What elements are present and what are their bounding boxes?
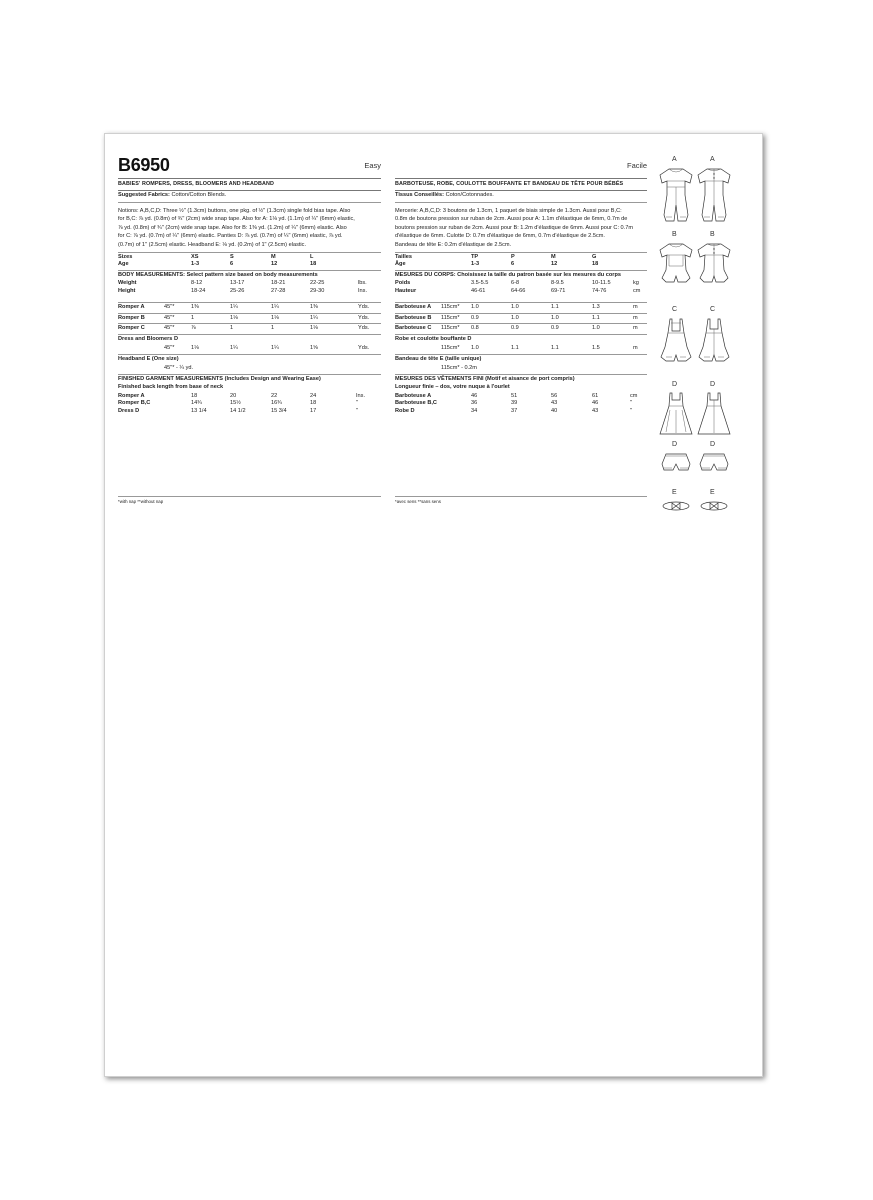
view-c: C C	[655, 306, 755, 381]
pattern-title-fr: BARBOTEUSE, ROBE, COULOTTE BOUFFANTE ET BANDEAU DE TÊTE POUR BÉBÉS	[395, 181, 624, 187]
romper-c-back-illustration	[696, 315, 732, 369]
view-d-dress: D D	[655, 381, 755, 441]
headband-back-illustration	[696, 498, 732, 514]
headband-front-illustration	[658, 498, 694, 514]
table-row: Bandeau de tête E (taille unique)	[395, 355, 482, 362]
view-a: A A	[655, 156, 755, 231]
table-row: Robe D 34 37 40 43 "	[395, 407, 632, 414]
finished-measurements-heading: FINISHED GARMENT MEASUREMENTS (Includes Design and Wearing Ease)	[118, 376, 321, 383]
romper-c-front-illustration	[658, 315, 694, 369]
notions-text-fr: Mercerie: A,B,C,D: 3 boutons de 1.3cm, 1 paquet de biais simple de 1.3cm. Aussi pour B,C: 0.8m de boutons pression sur ruban de 2cm. Aussi pour A: 1.1m d'élastique de 6mm, 0.7m de boutons pression sur ruban de 2cm. Aussi pour B: 1.2m d'élastique de 6mm. Aussi pour C: 0.7m d'élastique de 6mm. Culotte D: 0.7m d'élastique de 6mm, 0.7m d'élastique de 2.5cm. Bandeau de tête E: 0.2m d'élastique de 2.5cm.	[395, 208, 633, 248]
table-row: Barboteuse C 115cm* 0.8 0.9 0.9 1.0 m	[395, 325, 638, 332]
table-row: Barboteuse B 115cm* 0.9 1.0 1.0 1.1 m	[395, 314, 638, 321]
table-row: 115cm* 1.0 1.1 1.1 1.5 m	[441, 345, 638, 352]
table-row: Weight 8-12 13-17 18-21 22-25 lbs.	[118, 280, 367, 287]
view-d-bloomers: D D	[655, 441, 755, 489]
english-header	[118, 156, 381, 179]
body-measurements-heading-fr: MESURES DU CORPS: Choisissez la taille du patron basée sur les mesures du corps	[395, 272, 621, 279]
romper-b-front-illustration	[658, 240, 694, 290]
romper-b-back-illustration	[696, 240, 732, 290]
difficulty-label-fr: Facile	[626, 161, 647, 170]
french-column: Facile BARBOTEUSE, ROBE, COULOTTE BOUFFANTE ET BANDEAU DE TÊTE POUR BÉBÉS Tissus Conseillés: Coton/Cotonnades. Mercerie: A,B,C,D: 3 boutons de 1.3cm, 1 paquet de biais simple de 1.3cm. Aussi pour B,C: 0.8m de boutons pression sur ruban de 2cm. Aussi pour A: 1.1m d'élastique de 6mm, 0.7m de boutons pression sur ruban de 2cm. Aussi pour B: 1.2m d'élastique de 6mm. Aussi pour C: 0.7m d'élastique de 6mm. Culotte D: 0.7m d'élastique de 6mm, 0.7m d'élastique de 2.5cm. Bandeau de tête E: 0.2m d'élastique de 2.5cm. Tailles TP P M G Âge 1-3 6 12 18 MESURES DU CORPS: Choisissez la taille du patron basée sur les mesures du corps Poids 3.5-5.5 6-8 8-9.5 10-11.5 kg Hauteur 46-61 64-66 69-71 74-76 cm Barboteuse A 115cm* 1.0 1.0 1.1 1.3 m Barboteuse B 115cm* 0.9 1.0 1.0 1.1 m Barboteuse C 115cm* 0.8 0.9 0.9 1.0 m Robe et coulotte bouffante D 115cm* 1.0 1.1 1.1 1.5 m Bandeau de tête E (taille unique) 115cm* - 0.2m MESURES DES VÊTEMENTS FINI (Motif et aisance de port compris) Longueur finie – dos, votre nuque à l'ourlet Barboteuse A 46 51 56 61 cm Barboteuse B,C 36 39 43 46 " Robe D 34 37 40 43 "	[395, 156, 647, 416]
footnote-fr: *avec sens **sans sens	[395, 499, 441, 504]
table-row: Dress and Bloomers D	[118, 335, 178, 342]
pattern-sheet	[104, 133, 763, 1077]
age-row-fr: Âge 1-3 6 12 18	[395, 261, 599, 268]
suggested-fabrics: Suggested Fabrics: Cotton/Cotton Blends.	[118, 192, 227, 199]
difficulty-label: Easy	[364, 161, 381, 170]
body-measurements-heading: BODY MEASUREMENTS: Select pattern size based on body measurements	[118, 272, 318, 279]
table-row: Robe et coulotte bouffante D	[395, 335, 472, 342]
bloomers-back-illustration	[696, 450, 732, 476]
sizes-row: Sizes XS S M L	[118, 253, 314, 260]
table-row: Height 18-24 25-26 27-28 29-30 Ins.	[118, 287, 368, 294]
footnote-en: *with nap **without nap	[118, 499, 164, 504]
bloomers-front-illustration	[658, 450, 694, 476]
table-row: Romper B,C 14¾ 15½ 16¾ 18 "	[118, 400, 358, 407]
view-illustrations	[655, 156, 755, 519]
table-row: Romper B 45"* 1 1⅛ 1⅛ 1¼ Yds.	[118, 314, 370, 321]
table-row: Poids 3.5-5.5 6-8 8-9.5 10-11.5 kg	[395, 280, 639, 287]
table-row: Headband E (One size)	[118, 355, 179, 362]
romper-a-back-illustration	[696, 165, 732, 227]
view-e: E E	[655, 489, 755, 519]
table-row: Barboteuse A 115cm* 1.0 1.0 1.1 1.3 m	[395, 304, 638, 311]
sizes-row-fr: Tailles TP P M G	[395, 253, 597, 260]
table-row: 115cm* - 0.2m	[441, 365, 477, 372]
view-b: B B	[655, 231, 755, 306]
romper-a-front-illustration	[658, 165, 694, 227]
pattern-title: BABIES' ROMPERS, DRESS, BLOOMERS AND HEADBAND	[118, 181, 274, 187]
table-row: Dress D 13 1/4 14 1/2 15 3/4 17 "	[118, 407, 358, 414]
table-row: Romper A 18 20 22 24 Ins.	[118, 392, 366, 399]
age-row: Age 1-3 6 12 18	[118, 261, 317, 268]
table-row: Barboteuse B,C 36 39 43 46 "	[395, 400, 632, 407]
table-row: 45"* 1⅛ 1¼ 1¼ 1⅝ Yds.	[164, 345, 370, 352]
table-row: Hauteur 46-61 64-66 69-71 74-76 cm	[395, 287, 641, 294]
dress-front-illustration	[658, 390, 694, 440]
table-row: Romper C 45"* ⅞ 1 1 1⅛ Yds.	[118, 325, 370, 332]
notions-text: Notions: A,B,C,D: Three ½" (1.3cm) buttons, one pkg. of ½" (1.3cm) single fold bias tape. Also for B,C: ⅞ yd. (0.8m) of ¾" (2cm) wide snap tape. Also for A: 1⅛ yd. (1.1m) of ¼" (6mm) elastic, ⅞ yd. (0.8m) of ¾" (2cm) wide snap tape. Also for B: 1⅜ yd. (1.2m) of ¼" (6mm) elastic. Also for C: ⅞ yd. (0.7m) of ¼" (6mm) elastic. Panties D: ⅞ yd. (0.7m) of ¼" (6mm) elastic, ⅞ yd. (0.7m) of 1" (2.5cm) elastic. Headband E: ⅛ yd. (0.2m) of 1" (2.5cm) elastic.	[118, 208, 355, 248]
table-row: 45"* - ¼ yd.	[164, 365, 194, 372]
dress-back-illustration	[696, 390, 732, 440]
french-header	[395, 156, 647, 179]
english-column: B6950 Easy BABIES' ROMPERS, DRESS, BLOOMERS AND HEADBAND Suggested Fabrics: Cotton/Cotton Blends. Notions: A,B,C,D: Three ½" (1.3cm) buttons, one pkg. of ½" (1.3cm) single fold bias tape. Also for B,C: ⅞ yd. (0.8m) of ¾" (2cm) wide snap tape. Also for A: 1⅛ yd. (1.1m) of ¼" (6mm) elastic, ⅞ yd. (0.8m) of ¾" (2cm) wide snap tape. Also for B: 1⅜ yd. (1.2m) of ¼" (6mm) elastic. Also for C: ⅞ yd. (0.7m) of ¼" (6mm) elastic. Panties D: ⅞ yd. (0.7m) of ¼" (6mm) elastic, ⅞ yd. (0.7m) of 1" (2.5cm) elastic. Headband E: ⅛ yd. (0.2m) of 1" (2.5cm) elastic. Sizes XS S M L Age 1-3 6 12 18 BODY MEASUREMENTS: Select pattern size based on body measurements Weight 8-12 13-17 18-21 22-25 lbs. Height 18-24 25-26 27-28 29-30 Ins. Romper A 45"* 1⅜ 1¼ 1¼ 1⅜ Yds. Romper B 45"* 1 1⅛ 1⅛ 1¼ Yds. Romper C 45"* ⅞ 1 1 1⅛ Yds. Dress and Bloomers D 45"* 1⅛ 1¼ 1¼ 1⅝ Yds. Headband E (One size) 45"* - ¼ yd. FINISHED GARMENT MEASUREMENTS (Includes Design and Wearing Ease) Finished back length from base of neck Romper A 18 20 22 24 Ins. Romper B,C 14¾ 15½ 16¾ 18 " Dress D 13 1/4 14 1/2 15 3/4 17 "	[118, 156, 381, 416]
pattern-code: B6950	[118, 155, 170, 175]
finished-measurements-heading-fr: MESURES DES VÊTEMENTS FINI (Motif et aisance de port compris)	[395, 376, 575, 383]
table-row: Romper A 45"* 1⅜ 1¼ 1¼ 1⅜ Yds.	[118, 304, 370, 311]
table-row: Barboteuse A 46 51 56 61 cm	[395, 392, 638, 399]
suggested-fabrics-fr: Tissus Conseillés: Coton/Cotonnades.	[395, 192, 494, 199]
